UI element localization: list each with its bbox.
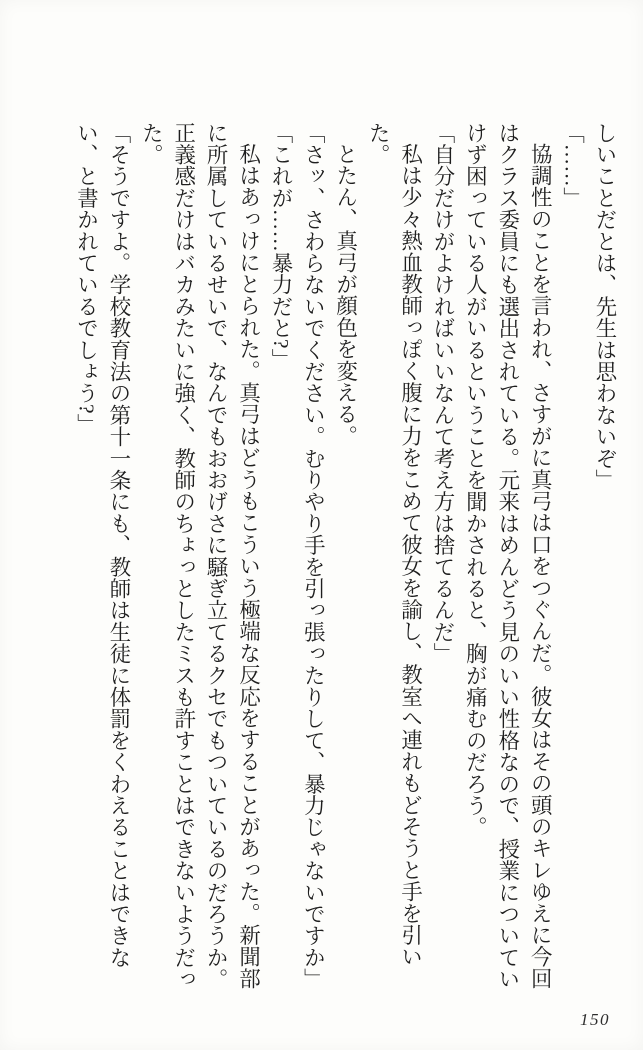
paragraph: 「これが……暴力だと?」 bbox=[268, 122, 293, 371]
page-text bbox=[70, 122, 621, 990]
paragraph: とたん、真弓が顔色を変える。 bbox=[333, 143, 358, 448]
paragraph: 私はあっけにとられた。真弓はどうもこういう極端な反応をすることがあった。新聞部に所属しているせいで、なんでもおおげさに騒ぎ立てるクセでもついているのだろうか。正義感だけはバカみたいに強く、教師のちょっとしたミスも許すことはできないようだった。 bbox=[139, 122, 261, 990]
paragraph: 私は少々熱血教師っぽく腹に力をこめて彼女を諭し、教室へ連れもどそうと手を引いた。 bbox=[366, 122, 423, 968]
paragraph: 「自分だけがよければいいなんて考え方は捨てるんだ」 bbox=[430, 122, 455, 665]
paragraph: 協調性のことを言われ、さすがに真弓は口をつぐんだ。彼女はその頭のキレゆえに今回はクラス委員にも選出されている。元来はめんどう見のいい性格なので、授業についていけず困っている人がいるということを聞かされると、胸が痛むのだろう。 bbox=[463, 122, 553, 990]
paragraph: 「……」 bbox=[560, 122, 585, 209]
paragraph: 「そうですよ。学校教育法の第十一条にも、教師は生徒に体罰をくわえることはできない、と書かれているでしょう?」 bbox=[74, 122, 131, 969]
paragraph: 「さッ、さわらないでください。むりやり手を引っ張ったりして、暴力じゃないですか」 bbox=[301, 122, 326, 990]
paragraph: しいことだとは、先生は思わないぞ」 bbox=[593, 122, 617, 491]
page-number: 150 bbox=[580, 1010, 610, 1029]
